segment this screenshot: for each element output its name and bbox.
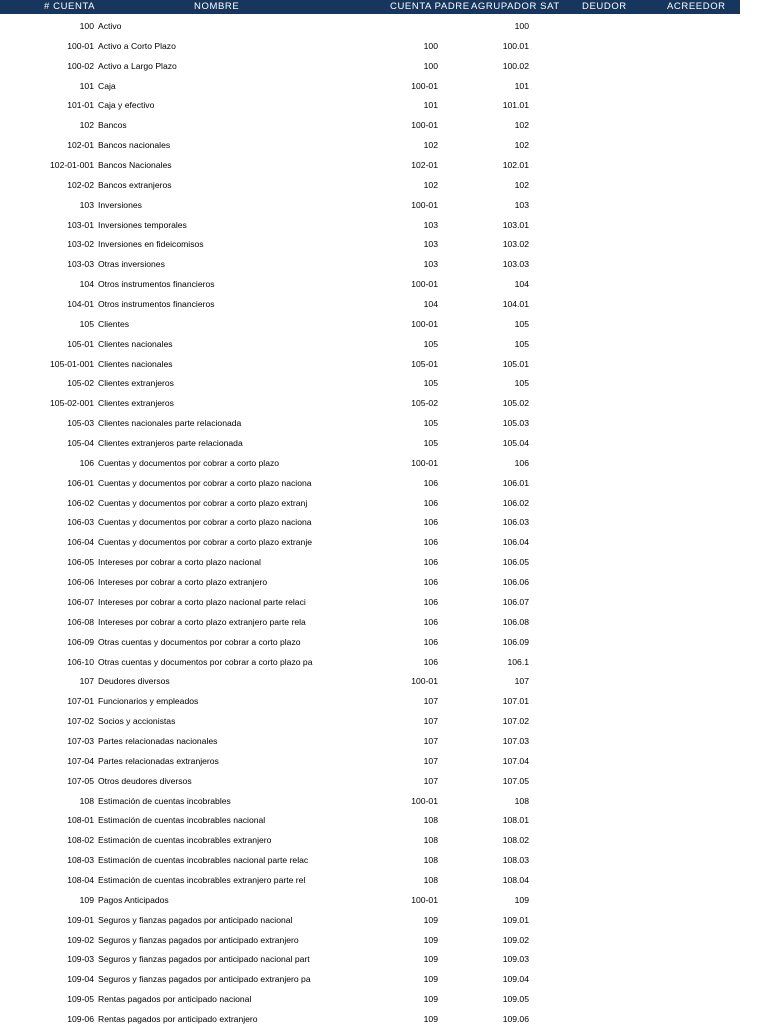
cell-cuenta-padre[interactable]: 105-02 — [411, 398, 438, 409]
cell-agrupador-sat[interactable]: 105.03 — [502, 418, 529, 429]
table-row[interactable] — [0, 195, 740, 215]
cell-cuenta-padre[interactable]: 109 — [423, 974, 438, 985]
cell-agrupador-sat[interactable]: 109.01 — [502, 914, 529, 925]
cell-nombre[interactable]: Activo — [98, 21, 122, 31]
cell-cuenta[interactable]: 103-01 — [67, 219, 94, 230]
cell-agrupador-sat[interactable]: 100.02 — [502, 60, 529, 71]
table-row[interactable] — [0, 791, 740, 811]
cell-agrupador-sat[interactable]: 103.01 — [502, 219, 529, 230]
table-row[interactable] — [0, 751, 740, 771]
cell-cuenta-padre[interactable]: 105-01 — [411, 358, 438, 369]
cell-cuenta-padre[interactable]: 106 — [423, 477, 438, 488]
cell-cuenta-padre[interactable]: 107 — [423, 716, 438, 727]
cell-nombre[interactable]: Cuentas y documentos por cobrar a corto plazo — [98, 457, 280, 468]
cell-cuenta-padre[interactable]: 109 — [423, 994, 438, 1005]
cell-agrupador-sat[interactable]: 107.04 — [502, 755, 529, 766]
cell-nombre[interactable]: Estimación de cuentas incobrables nacional — [98, 815, 266, 826]
cell-agrupador-sat[interactable]: 100.01 — [502, 40, 529, 51]
cell-cuenta[interactable]: 102 — [79, 120, 94, 131]
cell-agrupador-sat[interactable]: 101.01 — [502, 100, 529, 111]
table-row[interactable] — [0, 552, 740, 572]
cell-cuenta-padre[interactable]: 107 — [423, 696, 438, 707]
cell-cuenta[interactable]: 109-02 — [67, 934, 94, 945]
header-acreedor[interactable]: ACREEDOR — [667, 1, 726, 12]
cell-agrupador-sat[interactable]: 109.05 — [502, 994, 529, 1005]
table-row[interactable] — [0, 830, 740, 850]
table-row[interactable] — [0, 314, 740, 334]
header-cuenta-padre[interactable]: CUENTA PADRE — [390, 1, 470, 12]
cell-cuenta-padre[interactable]: 109 — [423, 914, 438, 925]
cell-nombre[interactable]: Bancos — [98, 120, 127, 131]
cell-cuenta-padre[interactable]: 102-01 — [411, 160, 438, 171]
cell-cuenta-padre[interactable]: 103 — [423, 259, 438, 270]
cell-agrupador-sat[interactable]: 107.01 — [502, 696, 529, 707]
cell-cuenta[interactable]: 105-02-001 — [50, 398, 94, 409]
cell-nombre[interactable]: Cuentas y documentos por cobrar a corto plazo naciona — [98, 517, 312, 528]
cell-cuenta-padre[interactable]: 101 — [423, 100, 438, 111]
cell-cuenta[interactable]: 102-02 — [67, 179, 94, 190]
cell-nombre[interactable]: Clientes — [98, 318, 130, 329]
cell-cuenta[interactable]: 102-01-001 — [50, 160, 94, 171]
cell-cuenta[interactable]: 108-01 — [67, 815, 94, 826]
cell-cuenta-padre[interactable]: 105 — [423, 438, 438, 449]
cell-cuenta[interactable]: 107 — [79, 676, 94, 687]
cell-agrupador-sat[interactable]: 104 — [514, 279, 529, 290]
cell-cuenta-padre[interactable]: 102 — [423, 140, 438, 151]
cell-cuenta-padre[interactable]: 104 — [423, 299, 438, 310]
cell-cuenta-padre[interactable]: 106 — [423, 517, 438, 528]
cell-agrupador-sat[interactable]: 108 — [514, 795, 529, 806]
cell-nombre[interactable]: Estimación de cuentas incobrables extranjero — [98, 835, 272, 846]
cell-agrupador-sat[interactable]: 108.03 — [502, 855, 529, 866]
table-row[interactable] — [0, 1009, 740, 1029]
cell-cuenta[interactable]: 106 — [79, 457, 94, 468]
cell-cuenta[interactable]: 109-01 — [67, 914, 94, 925]
cell-cuenta[interactable]: 105-03 — [67, 418, 94, 429]
cell-nombre[interactable]: Intereses por cobrar a corto plazo nacional parte relaci — [98, 596, 306, 607]
cell-agrupador-sat[interactable]: 107.05 — [502, 775, 529, 786]
cell-cuenta-padre[interactable]: 109 — [423, 934, 438, 945]
cell-cuenta[interactable]: 101 — [79, 80, 94, 91]
table-row[interactable] — [0, 671, 740, 691]
cell-agrupador-sat[interactable]: 103.03 — [502, 259, 529, 270]
cell-cuenta-padre[interactable]: 106 — [423, 656, 438, 667]
cell-agrupador-sat[interactable]: 105.04 — [502, 438, 529, 449]
cell-agrupador-sat[interactable]: 109.03 — [502, 954, 529, 965]
cell-cuenta[interactable]: 104 — [79, 279, 94, 290]
cell-agrupador-sat[interactable]: 103 — [514, 199, 529, 210]
cell-cuenta[interactable]: 106-06 — [67, 577, 94, 588]
cell-nombre[interactable]: Otros instrumentos financieros — [98, 279, 215, 290]
table-row[interactable] — [0, 949, 740, 969]
cell-nombre[interactable]: Activo a Largo Plazo — [98, 60, 177, 71]
table-row[interactable] — [0, 612, 740, 632]
table-row[interactable] — [0, 691, 740, 711]
cell-cuenta[interactable]: 107-05 — [67, 775, 94, 786]
cell-agrupador-sat[interactable]: 102 — [514, 179, 529, 190]
cell-cuenta-padre[interactable]: 100-01 — [411, 279, 438, 290]
cell-cuenta[interactable]: 106-03 — [67, 517, 94, 528]
cell-cuenta[interactable]: 106-05 — [67, 557, 94, 568]
table-row[interactable] — [0, 294, 740, 314]
table-row[interactable] — [0, 473, 740, 493]
cell-nombre[interactable]: Cuentas y documentos por cobrar a corto plazo naciona — [98, 477, 312, 488]
cell-nombre[interactable]: Otros instrumentos financieros — [98, 299, 215, 310]
table-row[interactable] — [0, 632, 740, 652]
cell-nombre[interactable]: Cuentas y documentos por cobrar a corto plazo extranj — [98, 497, 308, 508]
cell-agrupador-sat[interactable]: 103.02 — [502, 239, 529, 250]
cell-cuenta-padre[interactable]: 106 — [423, 497, 438, 508]
table-row[interactable] — [0, 870, 740, 890]
cell-nombre[interactable]: Cuentas y documentos por cobrar a corto plazo extranje — [98, 537, 313, 548]
cell-nombre[interactable]: Seguros y fianzas pagados por anticipado extranjero pa — [98, 974, 311, 985]
cell-agrupador-sat[interactable]: 102.01 — [502, 160, 529, 171]
cell-cuenta[interactable]: 107-02 — [67, 716, 94, 727]
cell-cuenta-padre[interactable]: 107 — [423, 775, 438, 786]
cell-nombre[interactable]: Rentas pagados por anticipado extranjero — [98, 1013, 258, 1024]
cell-agrupador-sat[interactable]: 105 — [514, 318, 529, 329]
table-row[interactable] — [0, 95, 740, 115]
cell-agrupador-sat[interactable]: 105.02 — [502, 398, 529, 409]
cell-nombre[interactable]: Intereses por cobrar a corto plazo nacional — [98, 557, 261, 568]
cell-nombre[interactable]: Seguros y fianzas pagados por anticipado nacional — [98, 914, 293, 925]
cell-cuenta[interactable]: 100-01 — [67, 40, 94, 51]
cell-agrupador-sat[interactable]: 106.02 — [502, 497, 529, 508]
cell-cuenta[interactable]: 100 — [79, 21, 94, 31]
table-row[interactable] — [0, 215, 740, 235]
header-agrupador-sat[interactable]: AGRUPADOR SAT — [471, 1, 560, 12]
cell-nombre[interactable]: Clientes nacionales — [98, 358, 173, 369]
table-row[interactable] — [0, 234, 740, 254]
cell-cuenta-padre[interactable]: 100-01 — [411, 894, 438, 905]
cell-nombre[interactable]: Intereses por cobrar a corto plazo extranjero — [98, 577, 268, 588]
header-nombre[interactable]: NOMBRE — [194, 1, 240, 12]
cell-cuenta[interactable]: 105 — [79, 318, 94, 329]
table-row[interactable] — [0, 989, 740, 1009]
cell-nombre[interactable]: Rentas pagados por anticipado nacional — [98, 994, 252, 1005]
table-row[interactable] — [0, 334, 740, 354]
table-row[interactable] — [0, 135, 740, 155]
table-row[interactable] — [0, 652, 740, 672]
table-header — [0, 0, 740, 14]
cell-nombre[interactable]: Partes relacionadas extranjeros — [98, 755, 219, 766]
cell-nombre[interactable]: Activo a Corto Plazo — [98, 40, 176, 51]
cell-cuenta-padre[interactable]: 100-01 — [411, 676, 438, 687]
cell-nombre[interactable]: Seguros y fianzas pagados por anticipado extranjero — [98, 934, 299, 945]
cell-cuenta[interactable]: 105-01 — [67, 338, 94, 349]
cell-cuenta-padre[interactable]: 105 — [423, 418, 438, 429]
cell-agrupador-sat[interactable]: 106 — [514, 457, 529, 468]
table-row[interactable] — [0, 512, 740, 532]
cell-cuenta-padre[interactable]: 100-01 — [411, 318, 438, 329]
cell-cuenta[interactable]: 108 — [79, 795, 94, 806]
cell-nombre[interactable]: Caja y efectivo — [98, 100, 155, 111]
cell-cuenta-padre[interactable]: 100 — [423, 40, 438, 51]
cell-nombre[interactable]: Pagos Anticipados — [98, 894, 169, 905]
cell-agrupador-sat[interactable]: 106.07 — [502, 596, 529, 607]
cell-nombre[interactable]: Clientes extranjeros parte relacionada — [98, 438, 243, 449]
cell-cuenta-padre[interactable]: 107 — [423, 735, 438, 746]
cell-agrupador-sat[interactable]: 107.03 — [502, 735, 529, 746]
cell-nombre[interactable]: Bancos nacionales — [98, 140, 171, 151]
cell-cuenta-padre[interactable]: 100 — [423, 60, 438, 71]
cell-cuenta[interactable]: 103-03 — [67, 259, 94, 270]
cell-cuenta-padre[interactable]: 105 — [423, 378, 438, 389]
cell-cuenta-padre[interactable]: 108 — [423, 835, 438, 846]
cell-agrupador-sat[interactable]: 109.06 — [502, 1013, 529, 1024]
cell-cuenta-padre[interactable]: 103 — [423, 239, 438, 250]
cell-cuenta-padre[interactable]: 106 — [423, 636, 438, 647]
cell-agrupador-sat[interactable]: 106.01 — [502, 477, 529, 488]
cell-cuenta[interactable]: 107-04 — [67, 755, 94, 766]
cell-cuenta[interactable]: 106-09 — [67, 636, 94, 647]
table-row[interactable] — [0, 254, 740, 274]
cell-cuenta-padre[interactable]: 100-01 — [411, 795, 438, 806]
cell-cuenta-padre[interactable]: 107 — [423, 755, 438, 766]
cell-cuenta[interactable]: 105-04 — [67, 438, 94, 449]
cell-nombre[interactable]: Partes relacionadas nacionales — [98, 735, 218, 746]
cell-nombre[interactable]: Funcionarios y empleados — [98, 696, 199, 707]
table-row[interactable] — [0, 56, 740, 76]
table-row[interactable] — [0, 711, 740, 731]
cell-agrupador-sat[interactable]: 104.01 — [502, 299, 529, 310]
cell-cuenta[interactable]: 108-02 — [67, 835, 94, 846]
cell-nombre[interactable]: Clientes extranjeros — [98, 378, 174, 389]
table-row[interactable] — [0, 771, 740, 791]
cell-agrupador-sat[interactable]: 102 — [514, 120, 529, 131]
table-row[interactable] — [0, 115, 740, 135]
cell-agrupador-sat[interactable]: 106.1 — [507, 656, 529, 667]
cell-agrupador-sat[interactable]: 106.04 — [502, 537, 529, 548]
cell-agrupador-sat[interactable]: 107 — [514, 676, 529, 687]
cell-cuenta[interactable]: 103 — [79, 199, 94, 210]
cell-cuenta[interactable]: 107-03 — [67, 735, 94, 746]
table-row[interactable] — [0, 850, 740, 870]
cell-cuenta[interactable]: 106-10 — [67, 656, 94, 667]
cell-cuenta-padre[interactable]: 100-01 — [411, 120, 438, 131]
cell-agrupador-sat[interactable]: 106.08 — [502, 616, 529, 627]
cell-nombre[interactable]: Clientes extranjeros — [98, 398, 174, 409]
cell-cuenta[interactable]: 106-04 — [67, 537, 94, 548]
cell-cuenta[interactable]: 106-01 — [67, 477, 94, 488]
cell-nombre[interactable]: Caja — [98, 80, 116, 91]
cell-agrupador-sat[interactable]: 106.09 — [502, 636, 529, 647]
cell-cuenta[interactable]: 101-01 — [67, 100, 94, 111]
cell-cuenta-padre[interactable]: 106 — [423, 537, 438, 548]
cell-cuenta[interactable]: 109-05 — [67, 994, 94, 1005]
cell-cuenta-padre[interactable]: 100-01 — [411, 199, 438, 210]
cell-cuenta[interactable]: 106-08 — [67, 616, 94, 627]
cell-agrupador-sat[interactable]: 100 — [514, 21, 529, 31]
cell-agrupador-sat[interactable]: 106.06 — [502, 577, 529, 588]
table-row[interactable] — [0, 572, 740, 592]
header-cuenta[interactable]: # CUENTA — [44, 1, 96, 12]
cell-cuenta[interactable]: 108-04 — [67, 874, 94, 885]
cell-nombre[interactable]: Inversiones temporales — [98, 219, 187, 230]
cell-cuenta[interactable]: 108-03 — [67, 855, 94, 866]
cell-cuenta[interactable]: 100-02 — [67, 60, 94, 71]
cell-agrupador-sat[interactable]: 101 — [514, 80, 529, 91]
cell-nombre[interactable]: Inversiones en fideicomisos — [98, 239, 204, 250]
cell-cuenta-padre[interactable]: 106 — [423, 557, 438, 568]
cell-cuenta-padre[interactable]: 106 — [423, 596, 438, 607]
cell-cuenta[interactable]: 109 — [79, 894, 94, 905]
cell-cuenta[interactable]: 104-01 — [67, 299, 94, 310]
cell-agrupador-sat[interactable]: 105.01 — [502, 358, 529, 369]
header-deudor[interactable]: DEUDOR — [582, 1, 627, 12]
cell-cuenta-padre[interactable]: 103 — [423, 219, 438, 230]
table-row[interactable] — [0, 175, 740, 195]
table-row[interactable] — [0, 155, 740, 175]
cell-cuenta[interactable]: 109-04 — [67, 974, 94, 985]
table-row[interactable] — [0, 930, 740, 950]
table-row[interactable] — [0, 493, 740, 513]
cell-cuenta[interactable]: 106-07 — [67, 596, 94, 607]
cell-cuenta-padre[interactable]: 108 — [423, 855, 438, 866]
cell-agrupador-sat[interactable]: 108.01 — [502, 815, 529, 826]
cell-cuenta-padre[interactable]: 109 — [423, 1013, 438, 1024]
cell-cuenta[interactable]: 106-02 — [67, 497, 94, 508]
table-row[interactable] — [0, 592, 740, 612]
table-row[interactable] — [0, 532, 740, 552]
cell-cuenta[interactable]: 109-03 — [67, 954, 94, 965]
table-row[interactable] — [0, 354, 740, 374]
cell-nombre[interactable]: Intereses por cobrar a corto plazo extranjero parte rela — [98, 616, 306, 627]
cell-nombre[interactable]: Socios y accionistas — [98, 716, 176, 727]
cell-cuenta-padre[interactable]: 109 — [423, 954, 438, 965]
cell-nombre[interactable]: Bancos Nacionales — [98, 160, 172, 171]
table-row[interactable] — [0, 890, 740, 910]
table-row[interactable] — [0, 433, 740, 453]
cell-cuenta-padre[interactable]: 100-01 — [411, 80, 438, 91]
cell-cuenta-padre[interactable]: 102 — [423, 179, 438, 190]
cell-nombre[interactable]: Otras cuentas y documentos por cobrar a corto plazo — [98, 636, 301, 647]
cell-nombre[interactable]: Otras cuentas y documentos por cobrar a corto plazo pa — [98, 656, 313, 667]
cell-agrupador-sat[interactable]: 105 — [514, 378, 529, 389]
cell-nombre[interactable]: Estimación de cuentas incobrables nacional parte relac — [98, 855, 309, 866]
table-row[interactable] — [0, 373, 740, 393]
cell-cuenta[interactable]: 105-02 — [67, 378, 94, 389]
cell-agrupador-sat[interactable]: 102 — [514, 140, 529, 151]
cell-agrupador-sat[interactable]: 109 — [514, 894, 529, 905]
cell-agrupador-sat[interactable]: 109.02 — [502, 934, 529, 945]
table-row[interactable] — [0, 810, 740, 830]
cell-cuenta[interactable]: 107-01 — [67, 696, 94, 707]
cell-cuenta[interactable]: 103-02 — [67, 239, 94, 250]
table-row[interactable] — [0, 16, 740, 36]
cell-nombre[interactable]: Otros deudores diversos — [98, 775, 192, 786]
cell-nombre[interactable]: Estimación de cuentas incobrables extranjero parte rel — [98, 874, 306, 885]
cell-agrupador-sat[interactable]: 106.05 — [502, 557, 529, 568]
table-body — [0, 16, 740, 1029]
cell-agrupador-sat[interactable]: 108.02 — [502, 835, 529, 846]
cell-agrupador-sat[interactable]: 105 — [514, 338, 529, 349]
cell-agrupador-sat[interactable]: 106.03 — [502, 517, 529, 528]
cell-nombre[interactable]: Seguros y fianzas pagados por anticipado nacional part — [98, 954, 310, 965]
cell-cuenta[interactable]: 105-01-001 — [50, 358, 94, 369]
cell-cuenta-padre[interactable]: 105 — [423, 338, 438, 349]
cell-nombre[interactable]: Inversiones — [98, 199, 142, 210]
cell-cuenta-padre[interactable]: 100-01 — [411, 457, 438, 468]
cell-nombre[interactable]: Estimación de cuentas incobrables — [98, 795, 231, 806]
cell-agrupador-sat[interactable]: 107.02 — [502, 716, 529, 727]
table-row[interactable] — [0, 453, 740, 473]
table-row[interactable] — [0, 36, 740, 56]
cell-nombre[interactable]: Clientes nacionales parte relacionada — [98, 418, 242, 429]
cell-cuenta[interactable]: 102-01 — [67, 140, 94, 151]
cell-agrupador-sat[interactable]: 109.04 — [502, 974, 529, 985]
cell-nombre[interactable]: Deudores diversos — [98, 676, 170, 687]
cell-nombre[interactable]: Otras inversiones — [98, 259, 165, 270]
table-row[interactable] — [0, 910, 740, 930]
cell-cuenta-padre[interactable]: 108 — [423, 874, 438, 885]
cell-cuenta[interactable]: 109-06 — [67, 1013, 94, 1024]
table-row[interactable] — [0, 393, 740, 413]
cell-agrupador-sat[interactable]: 108.04 — [502, 874, 529, 885]
cell-cuenta-padre[interactable]: 106 — [423, 577, 438, 588]
cell-cuenta-padre[interactable]: 106 — [423, 616, 438, 627]
cell-cuenta-padre[interactable]: 108 — [423, 815, 438, 826]
table-row[interactable] — [0, 274, 740, 294]
table-row[interactable] — [0, 969, 740, 989]
table-row[interactable] — [0, 731, 740, 751]
table-row[interactable] — [0, 76, 740, 96]
cell-nombre[interactable]: Bancos extranjeros — [98, 179, 172, 190]
table-row[interactable] — [0, 413, 740, 433]
cell-nombre[interactable]: Clientes nacionales — [98, 338, 173, 349]
